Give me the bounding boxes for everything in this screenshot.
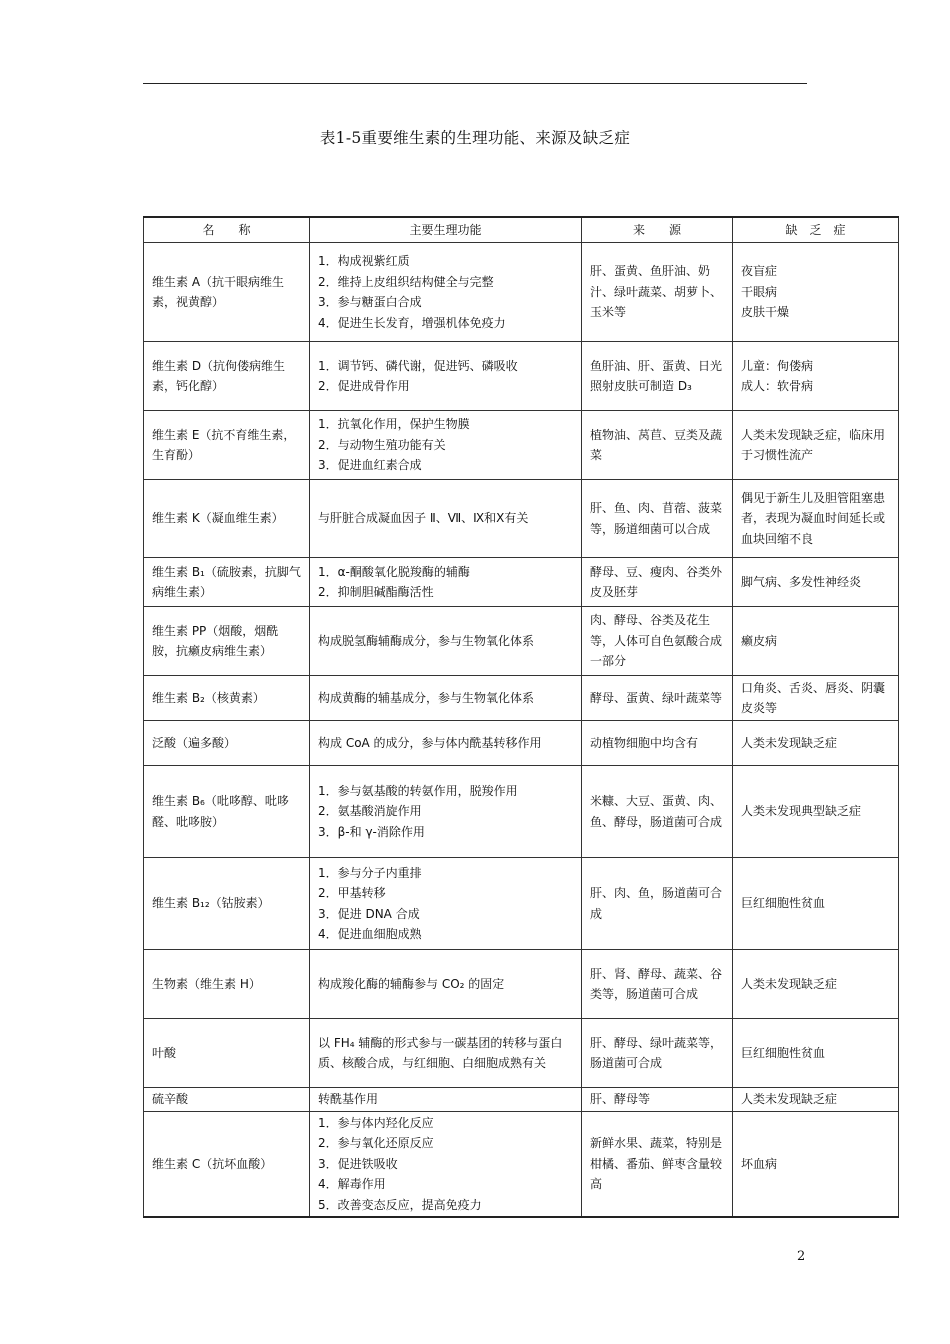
deficiency-item: 儿童：佝偻病 — [741, 358, 814, 373]
deficiency-item: 坏血病 — [741, 1156, 778, 1171]
table-row — [144, 1019, 899, 1088]
deficiency-item: 干眼病 — [741, 284, 778, 299]
header-functions: 主要生理功能 — [310, 217, 582, 243]
functions-cell — [310, 480, 582, 558]
source-cell: 酵母、蛋黄、绿叶蔬菜等 — [582, 676, 733, 721]
source-cell: 新鲜水果、蔬菜，特别是柑橘、番茄、鲜枣含量较高 — [582, 1111, 733, 1217]
vitamin-name-cell: 维生素 C（抗坏血酸） — [144, 1111, 310, 1217]
vitamin-name-cell: 维生素 K（凝血维生素） — [144, 480, 310, 558]
page-number: 2 — [797, 1249, 806, 1264]
vitamin-name-cell: 泛酸（遍多酸） — [144, 721, 310, 766]
function-item: 4．促进血细胞成熟 — [318, 927, 422, 941]
function-item: 2．甲基转移 — [318, 886, 386, 900]
deficiency-item: 皮肤干燥 — [741, 305, 790, 320]
functions-cell — [310, 342, 582, 411]
table-row — [144, 342, 899, 411]
deficiency-cell — [733, 243, 899, 342]
source-cell: 肝、蛋黄、鱼肝油、奶汁、绿叶蔬菜、胡萝卜、玉米等 — [582, 243, 733, 342]
deficiency-cell — [733, 558, 899, 607]
deficiency-cell — [733, 950, 899, 1019]
function-item: 与肝脏合成凝血因子 Ⅱ、Ⅶ、Ⅸ和Ⅹ有关 — [318, 511, 529, 526]
functions-cell — [310, 721, 582, 766]
deficiency-item: 偶见于新生儿及胆管阻塞患者，表现为凝血时间延长或血块回缩不良 — [741, 490, 886, 546]
deficiency-item: 夜盲症 — [741, 264, 778, 279]
vitamin-name-cell: 生物素（维生素 H） — [144, 950, 310, 1019]
source-cell: 肝、肉、鱼，肠道菌可合成 — [582, 858, 733, 950]
deficiency-item: 人类未发现缺乏症 — [741, 1092, 838, 1106]
table-row — [144, 480, 899, 558]
deficiency-cell — [733, 676, 899, 721]
vitamin-name-cell: 硫辛酸 — [144, 1088, 310, 1112]
deficiency-cell — [733, 607, 899, 676]
functions-cell — [310, 607, 582, 676]
deficiency-cell — [733, 721, 899, 766]
source-cell: 肝、酵母、绿叶蔬菜等，肠道菌可合成 — [582, 1019, 733, 1088]
function-item: 3．β-和 γ-消除作用 — [318, 824, 425, 839]
function-item: 1．抗氧化作用，保护生物膜 — [318, 417, 470, 432]
function-item: 1．参与体内羟化反应 — [318, 1115, 434, 1130]
function-item: 1．调节钙、磷代谢，促进钙、磷吸收 — [318, 358, 518, 373]
function-item: 4．解毒作用 — [318, 1177, 386, 1191]
source-cell: 肝、鱼、肉、苜蓿、菠菜等，肠道细菌可以合成 — [582, 480, 733, 558]
deficiency-item: 脚气病、多发性神经炎 — [741, 574, 862, 589]
functions-cell — [310, 411, 582, 480]
source-cell: 动植物细胞中均含有 — [582, 721, 733, 766]
deficiency-item: 口角炎、舌炎、唇炎、阴囊皮炎等 — [741, 680, 886, 715]
table-row — [144, 858, 899, 950]
function-item: 3．促进血红素合成 — [318, 458, 422, 473]
deficiency-cell — [733, 411, 899, 480]
functions-cell — [310, 858, 582, 950]
function-item: 2．与动物生殖功能有关 — [318, 437, 446, 452]
table-header-row — [144, 217, 899, 243]
source-cell: 鱼肝油、肝、蛋黄、日光照射皮肤可制造 D₃ — [582, 342, 733, 411]
deficiency-item: 巨红细胞性贫血 — [741, 896, 826, 911]
table-row — [144, 950, 899, 1019]
functions-cell — [310, 558, 582, 607]
table-row — [144, 607, 899, 676]
deficiency-item: 人类未发现缺乏症 — [741, 976, 838, 991]
function-item: 3．促进 DNA 合成 — [318, 906, 420, 921]
vitamin-name-cell: 维生素 PP（烟酸，烟酰胺，抗癞皮病维生素） — [144, 607, 310, 676]
table-title: 表1-5重要维生素的生理功能、来源及缺乏症 — [319, 129, 631, 147]
table-row — [144, 766, 899, 858]
deficiency-cell — [733, 766, 899, 858]
source-cell: 肉、酵母、谷类及花生等，人体可自色氨酸合成一部分 — [582, 607, 733, 676]
function-item: 1．参与分子内重排 — [318, 865, 422, 880]
deficiency-item: 人类未发现缺乏症 — [741, 735, 838, 750]
function-item: 2．氨基酸消旋作用 — [318, 804, 422, 819]
deficiency-item: 人类未发现典型缺乏症 — [741, 804, 862, 819]
table-row — [144, 243, 899, 342]
deficiency-cell — [733, 1111, 899, 1217]
source-cell: 米糠、大豆、蛋黄、肉、鱼、酵母，肠道菌可合成 — [582, 766, 733, 858]
source-cell: 肝、酵母等 — [582, 1088, 733, 1112]
function-item: 1．α-酮酸氧化脱羧酶的辅酶 — [318, 564, 470, 579]
vitamin-name-cell: 维生素 B₁（硫胺素，抗脚气病维生素） — [144, 558, 310, 607]
function-item: 3．促进铁吸收 — [318, 1156, 398, 1171]
function-item: 构成脱氢酶辅酶成分，参与生物氧化体系 — [318, 633, 535, 648]
function-item: 以 FH₄ 辅酶的形式参与一碳基团的转移与蛋白质、核酸合成，与红细胞、白细胞成熟有关 — [318, 1035, 563, 1070]
function-item: 5．改善变态反应，提高免疫力 — [318, 1197, 482, 1212]
vitamin-name-cell: 维生素 B₆（吡哆醇、吡哆醛、吡哆胺） — [144, 766, 310, 858]
functions-cell — [310, 676, 582, 721]
functions-cell — [310, 766, 582, 858]
deficiency-item: 成人：软骨病 — [741, 379, 814, 393]
deficiency-cell — [733, 480, 899, 558]
vitamin-name-cell: 维生素 D（抗佝偻病维生素，钙化醇） — [144, 342, 310, 411]
header-name: 名 称 — [144, 217, 310, 243]
vitamin-name-cell: 维生素 E（抗不育维生素，生育酚） — [144, 411, 310, 480]
function-item: 构成羧化酶的辅酶参与 CO₂ 的固定 — [318, 976, 505, 991]
source-cell: 酵母、豆、瘦肉、谷类外皮及胚芽 — [582, 558, 733, 607]
table-row — [144, 721, 899, 766]
functions-cell — [310, 1111, 582, 1217]
source-cell: 肝、肾、酵母、蔬菜、谷类等，肠道菌可合成 — [582, 950, 733, 1019]
vitamin-table — [143, 216, 899, 1218]
table-body — [144, 243, 899, 1218]
deficiency-cell — [733, 1088, 899, 1112]
function-item: 2．参与氧化还原反应 — [318, 1136, 434, 1150]
function-item: 3．参与糖蛋白合成 — [318, 295, 422, 309]
deficiency-item: 癞皮病 — [741, 633, 778, 648]
function-item: 1．构成视紫红质 — [318, 254, 410, 268]
vitamin-name-cell: 维生素 A（抗干眼病维生素，视黄醇） — [144, 243, 310, 342]
vitamin-name-cell: 维生素 B₂（核黄素） — [144, 676, 310, 721]
function-item: 转酰基作用 — [318, 1092, 379, 1106]
function-item: 构成 CoA 的成分，参与体内酰基转移作用 — [318, 735, 542, 750]
header-rule — [143, 83, 807, 84]
functions-cell — [310, 1088, 582, 1112]
functions-cell — [310, 950, 582, 1019]
table-row — [144, 411, 899, 480]
function-item: 2．促进成骨作用 — [318, 379, 410, 393]
deficiency-item: 巨红细胞性贫血 — [741, 1045, 826, 1060]
deficiency-item: 人类未发现缺乏症，临床用于习惯性流产 — [741, 427, 886, 462]
table-row — [144, 676, 899, 721]
function-item: 2．维持上皮组织结构健全与完整 — [318, 274, 494, 289]
header-source: 来 源 — [582, 217, 733, 243]
deficiency-cell — [733, 858, 899, 950]
table-row — [144, 558, 899, 607]
vitamin-name-cell: 叶酸 — [144, 1019, 310, 1088]
function-item: 1．参与氨基酸的转氨作用，脱羧作用 — [318, 783, 518, 798]
functions-cell — [310, 243, 582, 342]
table-row — [144, 1088, 899, 1112]
function-item: 2．抑制胆碱酯酶活性 — [318, 585, 434, 599]
functions-cell — [310, 1019, 582, 1088]
header-deficiency: 缺 乏 症 — [733, 217, 899, 243]
deficiency-cell — [733, 342, 899, 411]
function-item: 构成黄酶的辅基成分，参与生物氧化体系 — [318, 690, 535, 705]
deficiency-cell — [733, 1019, 899, 1088]
table-row — [144, 1111, 899, 1217]
source-cell: 植物油、莴苣、豆类及蔬菜 — [582, 411, 733, 480]
function-item: 4．促进生长发育，增强机体免疫力 — [318, 315, 506, 330]
vitamin-name-cell: 维生素 B₁₂（钴胺素） — [144, 858, 310, 950]
